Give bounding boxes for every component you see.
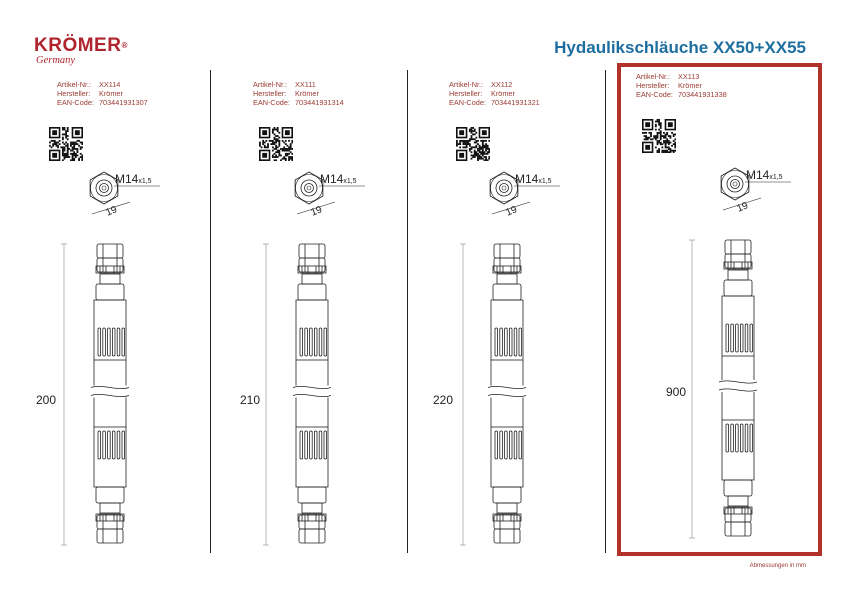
ean-label: EAN-Code: [636, 90, 673, 99]
ean-label: EAN-Code: [449, 98, 486, 107]
thread-size-label: M14x1,5 [115, 172, 152, 186]
article-number: XX113 [678, 72, 700, 81]
maker-value: Krömer [678, 81, 702, 90]
wrench-size-label: 19 [504, 204, 519, 219]
ean-label: EAN-Code: [57, 98, 94, 107]
article-number: XX111 [295, 80, 316, 89]
article-label: Artikel-Nr.: [636, 72, 671, 81]
wrench-size-label: 19 [735, 200, 750, 215]
ean-label: EAN-Code: [253, 98, 290, 107]
article-number: XX114 [99, 80, 121, 89]
ean-value: 703441931338 [678, 90, 727, 99]
maker-label: Hersteller: [636, 81, 670, 90]
page-title: Hydaulikschläuche XX50+XX55 [554, 38, 806, 57]
length-dimension: 200 [36, 393, 57, 407]
hose-drawing [718, 238, 758, 543]
article-number: XX112 [491, 80, 513, 89]
maker-value: Krömer [99, 89, 123, 98]
length-dimension: 220 [433, 393, 454, 407]
maker-label: Hersteller: [449, 89, 483, 98]
thread-size-label: M14x1,5 [515, 172, 552, 186]
article-label: Artikel-Nr.: [449, 80, 484, 89]
brand-subtitle: Germany [36, 55, 76, 66]
length-dimension: 210 [240, 393, 261, 407]
wrench-size-label: 19 [104, 204, 119, 219]
length-dimension: 900 [666, 385, 687, 399]
wrench-size-label: 19 [309, 204, 324, 219]
brand-name: KRÖMER® [34, 35, 128, 56]
ean-value: 703441931314 [295, 98, 344, 107]
ean-value: 703441931307 [99, 98, 148, 107]
thread-size-label: M14x1,5 [320, 172, 357, 186]
maker-label: Hersteller: [253, 89, 287, 98]
maker-label: Hersteller: [57, 89, 91, 98]
maker-value: Krömer [295, 89, 319, 98]
maker-value: Krömer [491, 89, 515, 98]
dimensions-note: Abmessungen in mm [749, 563, 806, 569]
ean-value: 703441931321 [491, 98, 540, 107]
article-label: Artikel-Nr.: [253, 80, 288, 89]
article-label: Artikel-Nr.: [57, 80, 92, 89]
thread-size-label: M14x1,5 [746, 168, 783, 182]
